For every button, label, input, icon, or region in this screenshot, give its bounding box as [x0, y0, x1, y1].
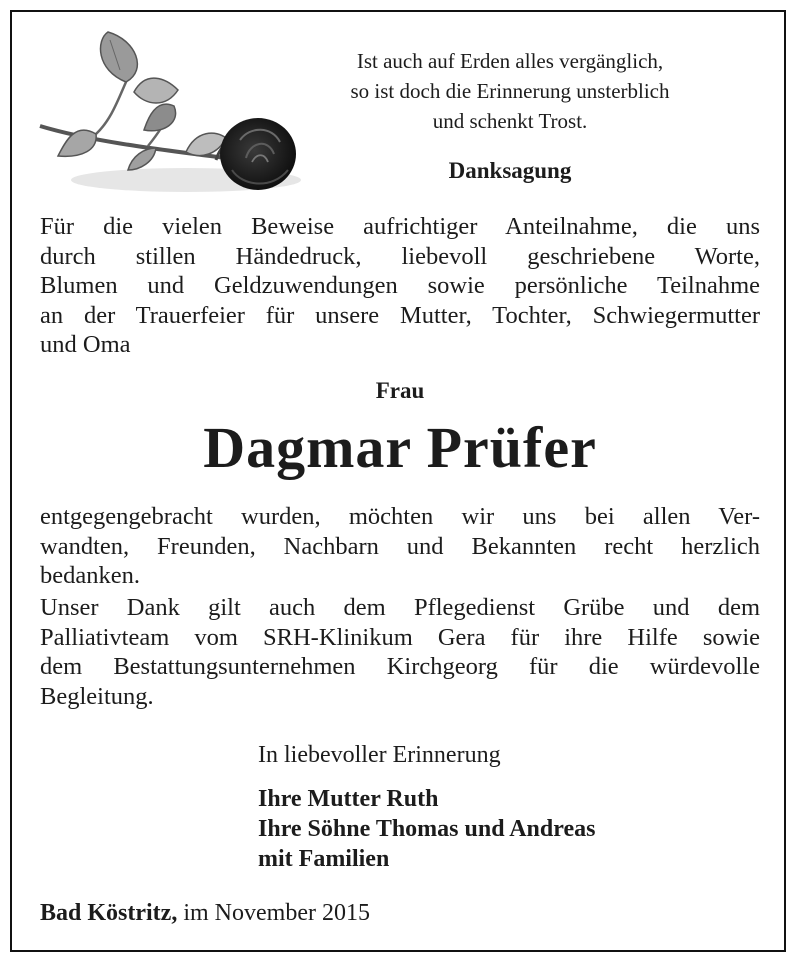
paragraph-gratitude — [40, 502, 760, 591]
paragraph-line: wandten, Freunden, Nachbarn und Bekannten recht herzlich — [40, 532, 760, 560]
rose-icon — [36, 30, 306, 200]
paragraph-line: Begleitung. — [40, 682, 154, 710]
place: Bad Köstritz, — [40, 900, 178, 926]
signer-line: Ihre Mutter Ruth — [258, 786, 439, 812]
paragraph-line: Palliativteam vom SRH-Klinikum Gera für ihre Hilfe sowie — [40, 623, 760, 651]
motto-line: so ist doch die Erinnerung unsterblich — [350, 79, 670, 103]
paragraph-line: und Oma — [40, 331, 131, 358]
salutation: Frau — [375, 378, 425, 403]
deceased-name: Dagmar Prüfer — [203, 415, 597, 480]
signers — [258, 784, 595, 874]
signer-line: Ihre Söhne Thomas und Andreas — [258, 816, 596, 842]
paragraph-line: Blumen und Geldzuwendungen sowie persönliche Teilnahme — [40, 272, 760, 299]
paragraph-line: an der Trauerfeier für unsere Mutter, Tochter, Schwiegermutter — [40, 301, 760, 329]
paragraph-line: Unser Dank gilt auch dem Pflegedienst Grübe und dem — [40, 594, 760, 621]
paragraph-thanks — [40, 212, 760, 360]
paragraph-care — [40, 593, 760, 711]
heading: Danksagung — [448, 158, 572, 183]
place-date — [40, 900, 370, 927]
paragraph-line: durch stillen Händedruck, liebevoll geschriebene Worte, — [40, 242, 760, 270]
paragraph-line: bedanken. — [40, 562, 140, 589]
motto-line: Ist auch auf Erden alles vergänglich, — [356, 49, 664, 73]
motto — [300, 46, 720, 136]
signer-line: mit Familien — [258, 846, 390, 872]
date: im November 2015 — [183, 900, 370, 926]
paragraph-line: Für die vielen Beweise aufrichtiger Anteilnahme, die uns — [40, 213, 760, 240]
paragraph-line: dem Bestattungsunternehmen Kirchgeorg für die würdevolle — [40, 653, 760, 680]
closing: In liebevoller Erinnerung — [258, 742, 501, 768]
motto-line: und schenkt Trost. — [432, 109, 588, 133]
paragraph-line: entgegengebracht wurden, möchten wir uns bei allen Ver- — [40, 503, 760, 530]
